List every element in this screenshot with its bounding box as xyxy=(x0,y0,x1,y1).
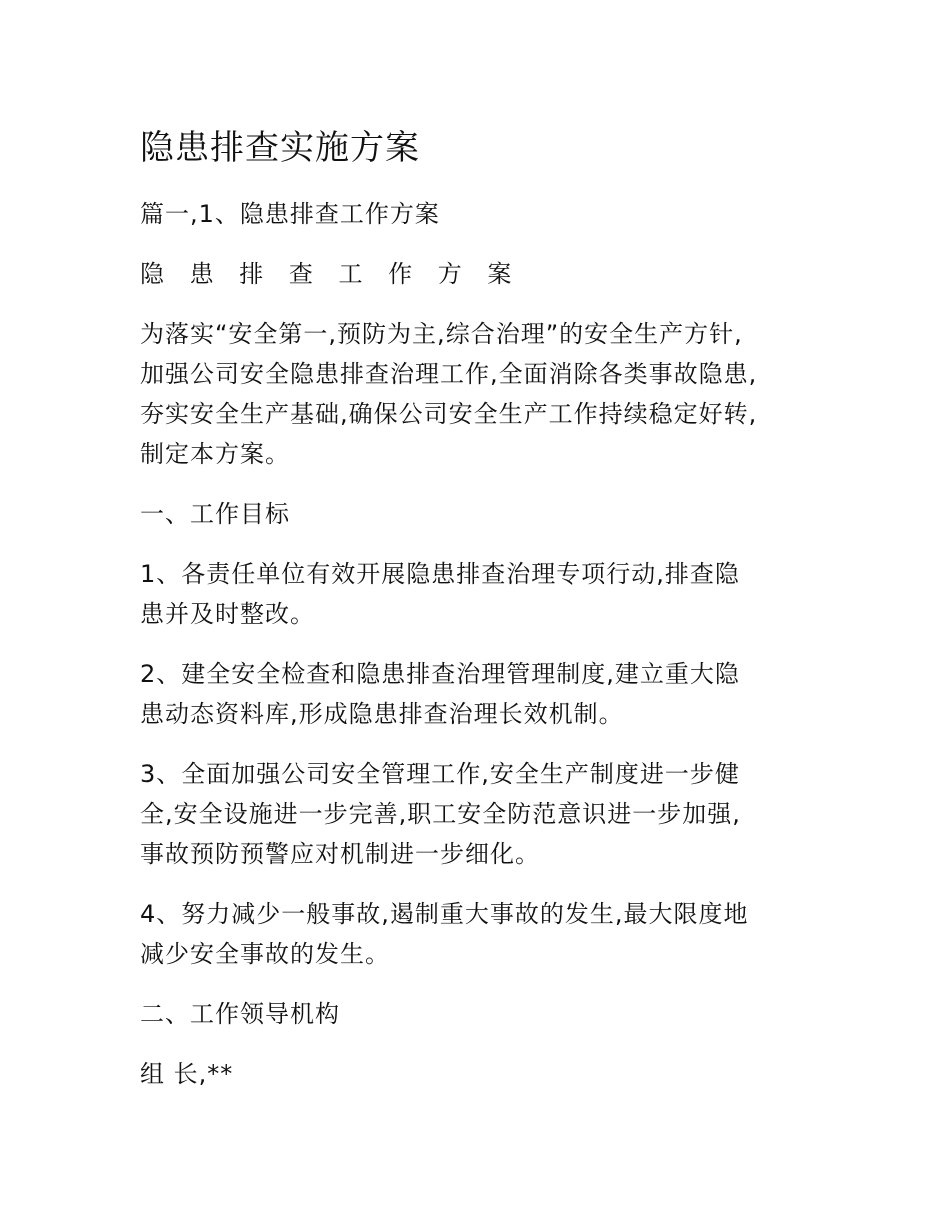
section-heading-goals: 一、工作目标 xyxy=(140,500,290,528)
goal-item-1: 1、各责任单位有效开展隐患排查治理专项行动,排查隐 患并及时整改。 xyxy=(140,560,740,628)
leader-line: 组 长,** xyxy=(140,1060,234,1088)
goal-item-2: 2、建全安全检查和隐患排查治理管理制度,建立重大隐 患动态资料库,形成隐患排查治理长效机制。 xyxy=(140,660,740,728)
subtitle: 隐 患 排 查 工 作 方 案 xyxy=(140,260,521,288)
intro-paragraph: 为落实“安全第一,预防为主,综合治理”的安全生产方针, 加强公司安全隐患排查治理工作,全面消除各类事故隐患, 夯实安全生产基础,确保公司安全生产工作持续稳定好转, 制定本方案。 xyxy=(140,320,758,468)
document-title: 隐患排查实施方案 xyxy=(140,128,420,168)
section-heading: 篇一,1、隐患排查工作方案 xyxy=(140,200,440,228)
section-heading-leadership: 二、工作领导机构 xyxy=(140,1000,340,1028)
document-body xyxy=(140,122,820,1114)
goal-item-3: 3、全面加强公司安全管理工作,安全生产制度进一步健 全,安全设施进一步完善,职工安全防范意识进一步加强, 事故预防预警应对机制进一步细化。 xyxy=(140,760,741,868)
goal-item-4: 4、努力减少一般事故,遏制重大事故的发生,最大限度地 减少安全事故的发生。 xyxy=(140,900,749,968)
